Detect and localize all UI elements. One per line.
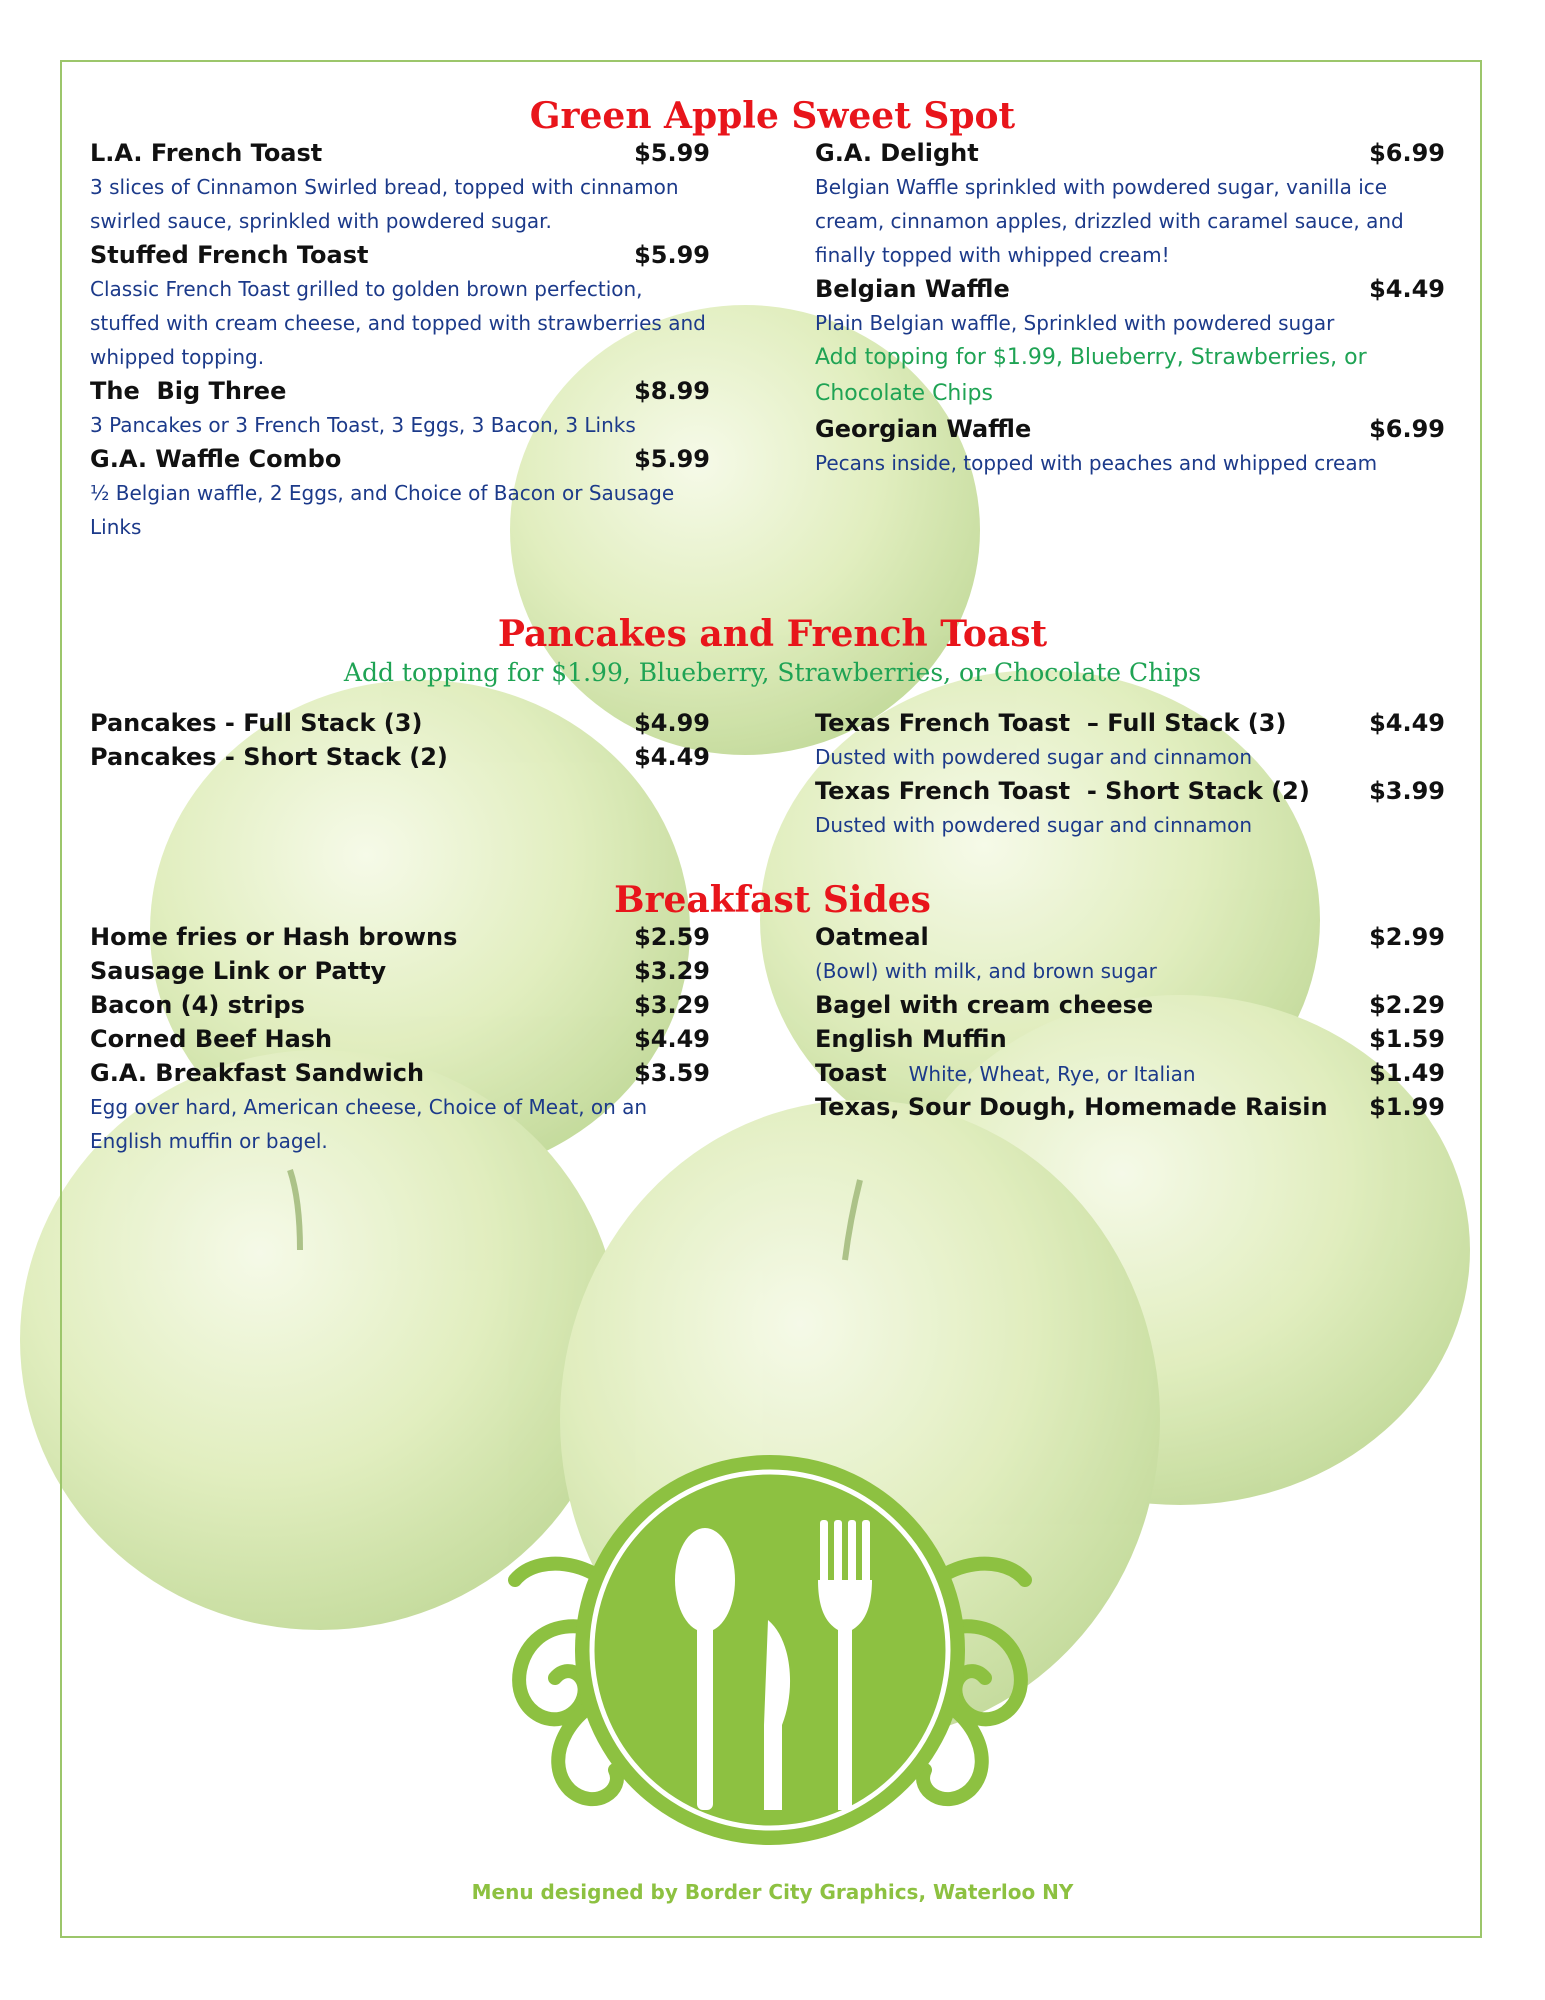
item-description: 3 Pancakes or 3 French Toast, 3 Eggs, 3 Bacon, 3 Links [90, 413, 636, 437]
item-name: Texas French Toast – Full Stack (3) [815, 709, 1287, 737]
item-name: Toast [815, 1059, 887, 1087]
item-price: $3.59 [634, 1059, 710, 1087]
item-description: ½ Belgian waffle, 2 Eggs, and Choice of Bacon or Sausage Links [90, 481, 675, 539]
menu-item [90, 1022, 710, 1056]
item-name: Oatmeal [815, 923, 929, 951]
item-price: $1.99 [1369, 1093, 1445, 1121]
menu-item [90, 988, 710, 1022]
section-title-specialties: Green Apple Sweet Spot [529, 95, 1016, 137]
menu-item [90, 442, 710, 476]
item-price: $5.99 [634, 241, 710, 269]
item-description: Plain Belgian waffle, Sprinkled with powdered sugar [815, 311, 1335, 335]
menu-item [90, 1056, 710, 1090]
item-price: $4.49 [634, 743, 710, 771]
utensils-logo-icon [420, 1440, 1120, 1870]
section-title-pancakes: Pancakes and French Toast [497, 613, 1048, 655]
item-price: $6.99 [1369, 139, 1445, 167]
item-price: $4.49 [1369, 709, 1445, 737]
item-price: $2.29 [1369, 991, 1445, 1019]
designer-credit: Menu designed by Border City Graphics, Waterloo NY [471, 1880, 1074, 1904]
menu-item [90, 740, 710, 774]
menu-item [90, 920, 710, 954]
topping-note: Add topping for $1.99, Blueberry, Strawberries, or Chocolate Chips [815, 345, 1367, 406]
item-description: (Bowl) with milk, and brown sugar [815, 959, 1157, 983]
item-description: Dusted with powdered sugar and cinnamon [815, 745, 1253, 769]
sides-right-column [815, 920, 1445, 1124]
item-name: The Big Three [90, 377, 287, 405]
menu-item [90, 136, 710, 170]
item-name: Georgian Waffle [815, 415, 1032, 443]
item-price: $4.49 [634, 1025, 710, 1053]
item-price: $4.49 [1369, 275, 1445, 303]
specialties-right-column [815, 136, 1445, 480]
item-name: English Muffin [815, 1025, 1007, 1053]
item-name: G.A. Delight [815, 139, 979, 167]
menu-item [815, 1090, 1445, 1124]
item-description: 3 slices of Cinnamon Swirled bread, topped with cinnamon swirled sauce, sprinkled with powdered sugar. [90, 175, 679, 233]
item-name: Stuffed French Toast [90, 241, 369, 269]
item-description: Belgian Waffle sprinkled with powdered sugar, vanilla ice cream, cinnamon apples, drizzled with caramel sauce, and finally topped with whipped cream! [815, 175, 1404, 267]
item-name: Home fries or Hash browns [90, 923, 458, 951]
pancakes-topping-note: Add topping for $1.99, Blueberry, Strawberries, or Chocolate Chips [343, 658, 1202, 687]
item-name: G.A. Breakfast Sandwich [90, 1059, 425, 1087]
item-name: Belgian Waffle [815, 275, 1010, 303]
menu-item [815, 920, 1445, 954]
item-price: $3.99 [1369, 777, 1445, 805]
item-price: $1.49 [1369, 1059, 1445, 1087]
item-name: L.A. French Toast [90, 139, 323, 167]
menu-item [90, 706, 710, 740]
item-price: $4.99 [634, 709, 710, 737]
item-name: Texas, Sour Dough, Homemade Raisin [815, 1093, 1328, 1121]
item-price: $3.29 [634, 991, 710, 1019]
menu-item [815, 706, 1445, 740]
sides-left-column [90, 920, 710, 1158]
section-title-sides: Breakfast Sides [614, 879, 931, 921]
item-price: $2.99 [1369, 923, 1445, 951]
menu-item [815, 774, 1445, 808]
item-price: $5.99 [634, 139, 710, 167]
item-name: Sausage Link or Patty [90, 957, 387, 985]
pancakes-left-column [90, 706, 710, 774]
item-description: Classic French Toast grilled to golden brown perfection, stuffed with cream cheese, and topped with strawberries and whipped topping. [90, 277, 706, 369]
menu-item [90, 954, 710, 988]
item-description: Pecans inside, topped with peaches and whipped cream [815, 451, 1378, 475]
menu-item [815, 136, 1445, 170]
item-name: G.A. Waffle Combo [90, 445, 342, 473]
item-name: Texas French Toast - Short Stack (2) [815, 777, 1310, 805]
item-price: $5.99 [634, 445, 710, 473]
item-description: Dusted with powdered sugar and cinnamon [815, 813, 1253, 837]
menu-item [815, 1056, 1445, 1090]
item-name: Bacon (4) strips [90, 991, 305, 1019]
menu-item [815, 272, 1445, 306]
item-inline-description: White, Wheat, Rye, or Italian [908, 1062, 1196, 1086]
menu-item [90, 374, 710, 408]
item-name: Bagel with cream cheese [815, 991, 1154, 1019]
item-price: $3.29 [634, 957, 710, 985]
menu-item [90, 238, 710, 272]
item-price: $1.59 [1369, 1025, 1445, 1053]
pancakes-right-column [815, 706, 1445, 842]
specialties-left-column [90, 136, 710, 544]
menu-item [815, 988, 1445, 1022]
item-description: Egg over hard, American cheese, Choice of Meat, on an English muffin or bagel. [90, 1095, 648, 1153]
item-price: $6.99 [1369, 415, 1445, 443]
menu-item [815, 1022, 1445, 1056]
item-name: Pancakes - Full Stack (3) [90, 709, 423, 737]
item-name: Pancakes - Short Stack (2) [90, 743, 448, 771]
menu-item [815, 412, 1445, 446]
item-price: $8.99 [634, 377, 710, 405]
item-name: Corned Beef Hash [90, 1025, 333, 1053]
item-price: $2.59 [634, 923, 710, 951]
